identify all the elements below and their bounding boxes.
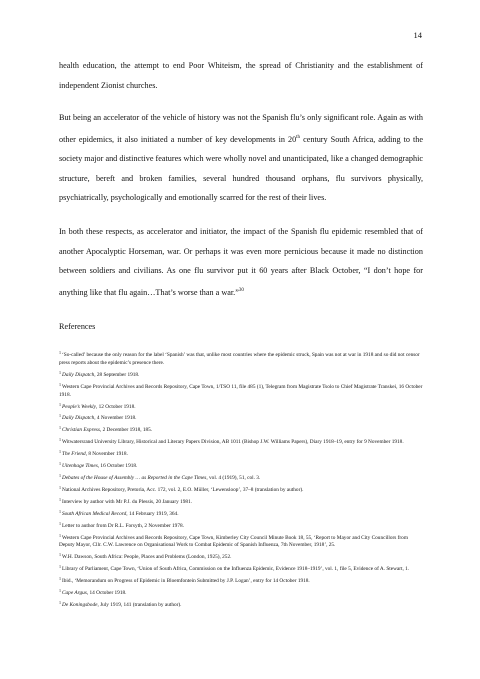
footnote	[59, 381, 423, 400]
footnote-marker: 1	[59, 437, 62, 443]
footnote-text: , 16 October 1918.	[97, 463, 138, 470]
footnote	[59, 401, 423, 412]
references-heading: References	[59, 322, 96, 331]
footnote-text: W.H. Dawson, South Africa: People, Places and Problems (London, 1925), 252.	[62, 554, 232, 561]
footnote-text: Ibid., ‘Memorandum on Progress of Epidemic in Bloemfontein Submitted by J.P. Logan’, entry for 14 October 1918.	[62, 578, 310, 585]
footnote-marker: 1	[59, 401, 62, 407]
footnotes-list	[59, 349, 423, 611]
footnote	[59, 563, 423, 574]
footnote	[59, 436, 423, 447]
footnote	[59, 369, 423, 380]
footnote-text: National Archives Repository, Pretoria, Acc. 172, vol. 2, E.O. Müller, ‘Lewensloop’, 37–8 (translation by author).	[62, 486, 304, 493]
footnote-text: Letter to author from Dr R.L. Forsyth, 2 November 1978.	[62, 522, 184, 529]
footnote-text: , July 1919, 141 (translation by author).	[97, 601, 182, 608]
footnote-marker: 1	[59, 564, 62, 570]
footnote-marker: 1	[59, 381, 62, 387]
footnote	[59, 496, 423, 507]
footnote-title: Daily Dispatch	[62, 415, 95, 422]
footnote	[59, 575, 423, 586]
footnote-marker: 1	[59, 552, 62, 558]
superscript-ordinal: th	[296, 134, 301, 140]
footnote-marker: 1	[59, 484, 62, 490]
footnote-marker: 1	[59, 496, 62, 502]
paragraph-text: health education, the attempt to end Poor Whiteism, the spread of Christianity and the establishment of independent Zionist churches.	[59, 61, 423, 90]
paragraph-text	[59, 108, 423, 208]
body-paragraph-1	[59, 56, 423, 95]
footnote	[59, 520, 423, 531]
footnote-text: , 12 October 1918.	[95, 403, 136, 410]
footnote	[59, 424, 423, 435]
footnote-title: The Friend	[62, 451, 86, 458]
footnote-text: , vol. 4 (1919), 51, col. 3.	[206, 474, 261, 481]
paragraph-text-part: But being an accelerator of the vehicle of history was not the Spanish flu’s only significant role. Again as with other epidemics, it also initiated a number of key developments in 20	[59, 113, 423, 144]
footnote-text: , 28 September 1918.	[94, 371, 140, 378]
page-number: 14	[413, 30, 422, 40]
footnote	[59, 472, 423, 483]
footnote-marker: 1	[59, 413, 62, 419]
footnote-marker: 1	[59, 520, 62, 526]
footnote-text: Interview by author with Mr P.J. du Plessis, 20 January 1981.	[62, 498, 193, 505]
paragraph-text-part: In both these respects, as accelerator and initiator, the impact of the Spanish flu epidemic resembled that of another Apocalyptic Horseman, war. Or perhaps it was even more pernicious because it made no distinction between soldiers and civilians. As one flu survivor put it 60 years after Black October, “I don’t hope for anything like that flu again…That’s worse than a war.”	[59, 227, 423, 297]
footnote-title: Debates of the House of Assembly … as Reported in the Cape Times	[62, 474, 207, 481]
footnote	[59, 532, 423, 551]
paragraph-text	[59, 222, 423, 302]
footnote-text: Western Cape Provincial Archives and Records Repository, Cape Town, Kimberley City Council Minute Book 18, 55, ‘Report to Mayor and City Councillors from Deputy Mayor, Cllr. C.W. Lawrence on Organisational Work to Combat Epidemic of Spanish Influenza, 7th November, 1918’, 25.	[59, 534, 408, 549]
footnote-marker: 1	[59, 369, 62, 375]
footnote	[59, 599, 423, 610]
footnote-title: Cape Argus	[62, 590, 87, 597]
footnote-title: Christian Express	[62, 427, 100, 434]
body-paragraph-3	[59, 222, 423, 302]
footnote-text: , 8 November 1918.	[85, 451, 128, 458]
footnote-marker: 1	[59, 449, 62, 455]
footnote-title: De Koningsbode	[62, 601, 98, 608]
footnote-text: ‘So-called’ because the only reason for the label ‘Spanish’ was that, unlike most countries where the epidemic struck, Spain was not at war in 1918 and so did not censor press reports about the epidemic’s presence there.	[59, 352, 420, 366]
footnote	[59, 508, 423, 519]
footnote-marker: 1	[59, 508, 62, 514]
footnote-title: People’s Weekly	[62, 403, 96, 410]
footnote-text: , 14 February 1919, 364.	[126, 510, 179, 517]
footnote-title: South African Medical Record	[62, 510, 127, 517]
footnote-marker: 1	[59, 576, 62, 582]
footnote-marker: 1	[59, 599, 62, 605]
footnote-marker: 1	[59, 472, 62, 478]
footnote-text: , 14 October 1918.	[86, 590, 127, 597]
paragraph-text-part: century South Africa, adding to the society major and distinctive features which were wholly novel and unanticipated, like a changed demographic structure, bereft and broken families, several hundred thousand orphans, flu survivors physically, psychiatrically, psychologically and emotionally scarred for the rest of their lives.	[59, 134, 423, 203]
footnote	[59, 349, 423, 368]
footnote	[59, 551, 423, 562]
footnote-text: , 2 December 1918, 185.	[99, 427, 153, 434]
footnote-reference: 30	[238, 287, 244, 293]
footnote-text: Library of Parliament, Cape Town, ‘Union of South Africa, Commission on the Influenza Epidemic, Evidence 1918–1919’, vol. 1, file 5, Evidence of A. Stewart, 1.	[62, 566, 410, 573]
footnote-text: , 4 November 1918.	[94, 415, 137, 422]
footnote	[59, 587, 423, 598]
footnote-text: Witwatersrand University Library, Historical and Literary Papers Division, AB 1011 (Bishop J.W. Williams Papers), Diary 1918–19, entry for 9 November 1918.	[62, 439, 404, 446]
footnote-marker: 1	[59, 588, 62, 594]
footnote	[59, 412, 423, 423]
footnote-marker: 1	[59, 425, 62, 431]
footnote-marker: 1	[59, 461, 62, 467]
footnote	[59, 460, 423, 471]
footnote	[59, 484, 423, 495]
footnote-marker: 1	[59, 532, 62, 538]
footnote-title: Uitenhage Times	[62, 463, 98, 470]
footnote	[59, 448, 423, 459]
footnote-marker: 1	[59, 350, 62, 355]
footnote-text: Western Cape Provincial Archives and Records Repository, Cape Town, 1/TSO 11, file 485 (1), Telegram from Magistrate Tsolo to Chief Magistrate Transkei, 16 October 1918.	[59, 383, 423, 398]
body-paragraph-2	[59, 108, 423, 208]
footnote-title: Daily Dispatch	[62, 371, 95, 378]
